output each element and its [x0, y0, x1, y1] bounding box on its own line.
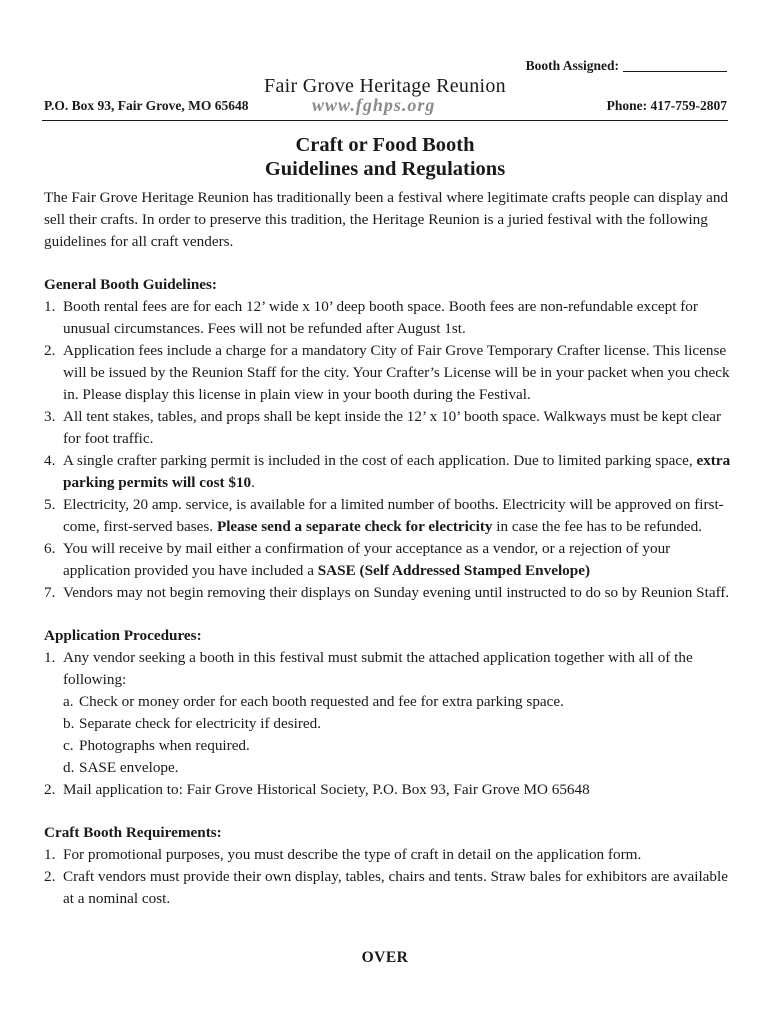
- title-line-1: Craft or Food Booth: [295, 134, 475, 156]
- list-number: 2.: [44, 781, 56, 798]
- title-line-2: Guidelines and Regulations: [264, 158, 506, 180]
- application-procedures-list: [44, 647, 734, 691]
- list-item: [44, 844, 734, 866]
- application-procedures-list-cont: [44, 779, 734, 801]
- list-item-text: Mail application to: Fair Grove Historical Society, P.O. Box 93, Fair Grove MO 65648: [63, 781, 590, 798]
- list-item: [44, 691, 734, 713]
- list-number: 1.: [44, 298, 56, 315]
- intro-section: [44, 187, 734, 910]
- craft-requirements-list: [44, 844, 734, 910]
- list-number: 1.: [44, 846, 56, 863]
- website-link[interactable]: www.fghps.org: [312, 95, 436, 115]
- list-item: [44, 296, 734, 340]
- intro-paragraph: The Fair Grove Heritage Reunion has traditionally been a festival where legitimate crafts people can display and sell their crafts. In order to preserve this tradition, the Heritage Reunion is a juried festival with the following guidelines for all craft venders.: [44, 189, 729, 250]
- list-item-text: A single crafter parking permit is included in the cost of each application. Due to limited parking space,: [63, 452, 697, 469]
- list-number: a.: [63, 693, 74, 710]
- list-item: [44, 340, 734, 406]
- list-number: 4.: [44, 452, 56, 469]
- list-item: [44, 866, 734, 910]
- list-item: [44, 494, 734, 538]
- list-item-text: SASE envelope.: [79, 759, 179, 776]
- general-guidelines-heading: General Booth Guidelines:: [44, 276, 217, 293]
- list-item-text: in case the fee has to be refunded.: [492, 518, 703, 535]
- organization-title: Fair Grove Heritage Reunion: [264, 75, 506, 97]
- list-item-text: Photographs when required.: [79, 737, 250, 754]
- list-item: [44, 713, 734, 735]
- over-label: OVER: [361, 949, 409, 966]
- general-guidelines-list: [44, 296, 734, 604]
- document-title: [0, 133, 770, 181]
- list-number: 2.: [44, 342, 56, 359]
- mailing-address: P.O. Box 93, Fair Grove, MO 65648: [44, 98, 249, 113]
- application-sublist: [44, 691, 734, 779]
- list-item-text: Booth rental fees are for each 12’ wide x 10’ deep booth space. Booth fees are non-refundable except for unusual circumstances. Fees will not be refunded after August 1st.: [63, 298, 698, 337]
- sase-note: SASE (Self Addressed Stamped Envelope): [317, 562, 591, 579]
- list-item-text: Craft vendors must provide their own display, tables, chairs and tents. Straw bales for exhibitors are available at a nominal cost.: [63, 868, 728, 907]
- phone-number: Phone: 417-759-2807: [606, 98, 727, 113]
- list-item: [44, 735, 734, 757]
- list-item: [44, 582, 734, 604]
- list-item-text: Electricity, 20 amp. service, is available for a limited number of booths. Electricity will be approved on first-come, first-served bases.: [63, 496, 724, 535]
- list-item-text: All tent stakes, tables, and props shall be kept inside the 12’ x 10’ booth space. Walkways must be kept clear for foot traffic.: [63, 408, 722, 447]
- list-number: d.: [63, 759, 75, 776]
- list-item: [44, 779, 734, 801]
- list-item: [44, 406, 734, 450]
- parking-permit-note: extra parking permits will cost $10: [63, 452, 731, 491]
- list-item-text: .: [251, 474, 255, 491]
- list-number: c.: [63, 737, 74, 754]
- list-number: b.: [63, 715, 75, 732]
- list-item-text: Check or money order for each booth requested and fee for extra parking space.: [79, 693, 564, 710]
- list-number: 7.: [44, 584, 56, 601]
- list-item-text: Any vendor seeking a booth in this festival must submit the attached application together with all of the following:: [63, 649, 693, 688]
- list-item-text: Vendors may not begin removing their displays on Sunday evening until instructed to do so by Reunion Staff.: [63, 584, 730, 601]
- list-item: [44, 450, 734, 494]
- list-item: [44, 757, 734, 779]
- craft-requirements-heading: Craft Booth Requirements:: [44, 824, 222, 841]
- booth-assigned-label: Booth Assigned:: [525, 58, 619, 73]
- list-number: 6.: [44, 540, 56, 557]
- list-item: [44, 647, 734, 691]
- list-number: 1.: [44, 649, 56, 666]
- booth-assigned-field: [526, 58, 727, 74]
- application-procedures-heading: Application Procedures:: [44, 627, 202, 644]
- header-divider: [42, 120, 728, 121]
- electricity-check-note: Please send a separate check for electricity: [216, 518, 493, 535]
- list-item-text: Application fees include a charge for a mandatory City of Fair Grove Temporary Crafter license. This license will be issued by the Reunion Staff for the city. Your Crafter’s License will be in your packet when you check in. Please display this license in plain view in your booth during the Festival.: [63, 342, 730, 403]
- booth-assigned-blank: [623, 71, 727, 72]
- list-item: [44, 538, 734, 582]
- list-number: 2.: [44, 868, 56, 885]
- list-number: 5.: [44, 496, 56, 513]
- list-item-text: You will receive by mail either a confirmation of your acceptance as a vendor, or a rejection of your application provided you have included a: [63, 540, 671, 579]
- list-item-text: For promotional purposes, you must describe the type of craft in detail on the application form.: [63, 846, 642, 863]
- list-item-text: Separate check for electricity if desired.: [79, 715, 322, 732]
- list-number: 3.: [44, 408, 56, 425]
